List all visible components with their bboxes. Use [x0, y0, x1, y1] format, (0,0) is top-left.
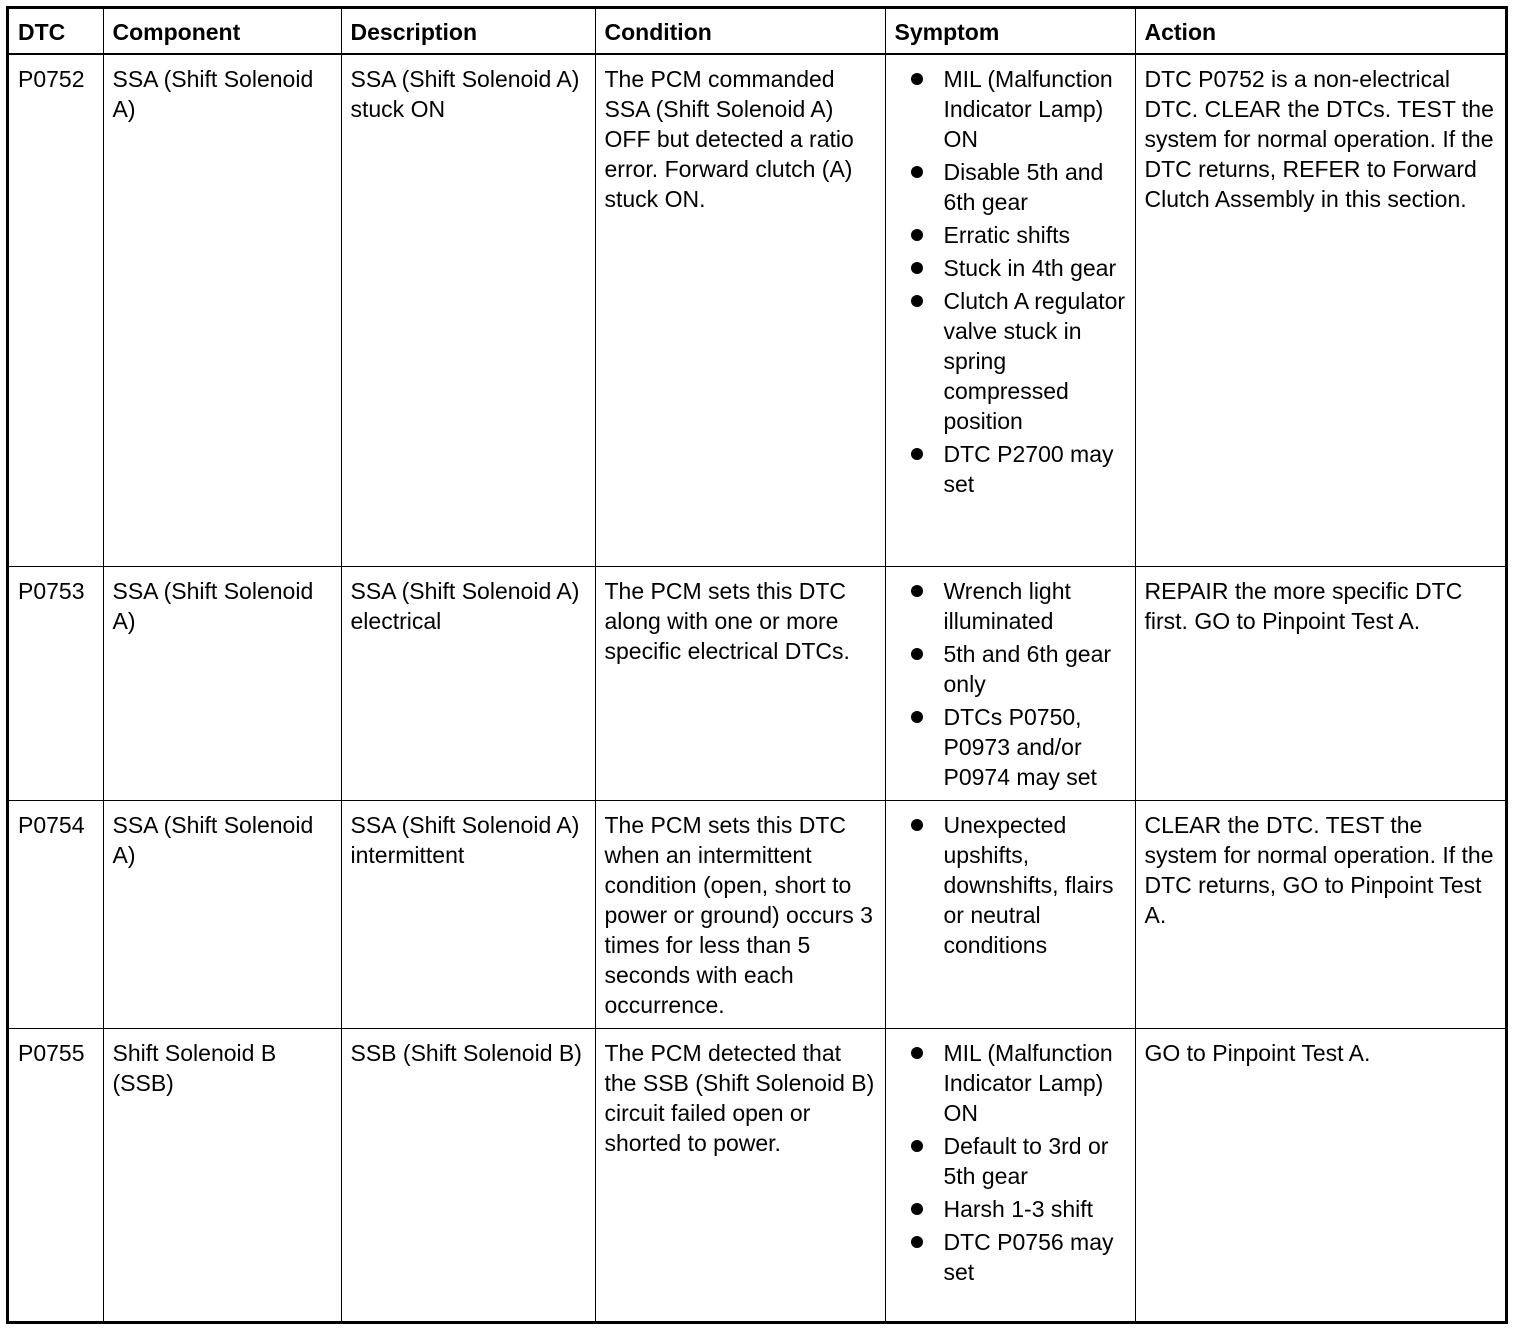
symptom-cell: [885, 1028, 1135, 1321]
symptom-item: [890, 253, 1131, 283]
dtc-table: [9, 9, 1505, 1321]
dtc-table-frame: [6, 6, 1508, 1324]
condition-cell: The PCM detected that the SSB (Shift Solenoid B) circuit failed open or shorted to power.: [595, 1028, 885, 1321]
header-description: Description: [341, 9, 595, 54]
symptom-text: DTCs P0750, P0973 and/or P0974 may set: [943, 703, 1097, 790]
symptom-cell: [885, 566, 1135, 800]
header-action: Action: [1135, 9, 1505, 54]
dtc-cell: P0754: [9, 800, 103, 1028]
symptom-item: [890, 1194, 1131, 1224]
symptom-text: Harsh 1-3 shift: [943, 1195, 1094, 1222]
symptom-item: [890, 286, 1131, 436]
symptom-text: DTC P2700 may set: [943, 441, 1114, 497]
bullet-icon: [911, 1047, 923, 1059]
component-cell: SSA (Shift Solenoid A): [103, 566, 341, 800]
bullet-icon: [911, 1203, 923, 1215]
bullet-icon: [911, 585, 923, 597]
condition-cell: The PCM sets this DTC along with one or more specific electrical DTCs.: [595, 566, 885, 800]
dtc-cell: P0755: [9, 1028, 103, 1321]
bullet-icon: [911, 295, 923, 307]
symptom-item: [890, 1227, 1131, 1287]
symptom-list: [890, 810, 1131, 960]
description-cell: SSA (Shift Solenoid A) electrical: [341, 566, 595, 800]
action-cell: CLEAR the DTC. TEST the system for normal operation. If the DTC returns, GO to Pinpoint Test A.: [1135, 800, 1505, 1028]
symptom-text: Disable 5th and 6th gear: [943, 159, 1104, 215]
symptom-item: [890, 220, 1131, 250]
bullet-icon: [911, 262, 923, 274]
action-cell: DTC P0752 is a non-electrical DTC. CLEAR the DTCs. TEST the system for normal operation. If the DTC returns, REFER to Forward Clutch Assembly in this section.: [1135, 54, 1505, 566]
symptom-text: 5th and 6th gear only: [943, 640, 1112, 697]
condition-cell: The PCM sets this DTC when an intermittent condition (open, short to power or ground) occurs 3 times for less than 5 seconds with each occurrence.: [595, 800, 885, 1028]
bullet-icon: [911, 166, 923, 178]
bullet-icon: [911, 711, 923, 723]
symptom-text: MIL (Malfunction Indicator Lamp) ON: [943, 1039, 1113, 1126]
symptom-list: [890, 576, 1131, 792]
symptom-text: MIL (Malfunction Indicator Lamp) ON: [943, 66, 1113, 152]
header-symptom: Symptom: [885, 9, 1135, 54]
symptom-item: [890, 439, 1131, 499]
bullet-icon: [911, 229, 923, 241]
symptom-list: [890, 64, 1131, 499]
bullet-icon: [911, 1236, 923, 1248]
header-dtc: DTC: [9, 9, 103, 54]
header-condition: Condition: [595, 9, 885, 54]
header-row: [9, 9, 1505, 54]
dtc-cell: P0752: [9, 54, 103, 566]
table-row: [9, 1028, 1505, 1321]
symptom-item: [890, 576, 1131, 636]
condition-cell: The PCM commanded SSA (Shift Solenoid A) OFF but detected a ratio error. Forward clutch (A) stuck ON.: [595, 54, 885, 566]
symptom-item: [890, 157, 1131, 217]
symptom-item: [890, 1038, 1131, 1128]
action-cell: REPAIR the more specific DTC first. GO to Pinpoint Test A.: [1135, 566, 1505, 800]
symptom-text: Unexpected upshifts, downshifts, flairs or neutral conditions: [943, 811, 1114, 958]
table-row: [9, 54, 1505, 566]
bullet-icon: [911, 1140, 923, 1152]
symptom-cell: [885, 54, 1135, 566]
bullet-icon: [911, 448, 923, 460]
bullet-icon: [911, 648, 923, 660]
table-row: [9, 800, 1505, 1028]
symptom-item: [890, 64, 1131, 154]
symptom-text: DTC P0756 may set: [943, 1228, 1114, 1285]
dtc-cell: P0753: [9, 566, 103, 800]
symptom-text: Clutch A regulator valve stuck in spring compressed position: [943, 288, 1126, 434]
symptom-item: [890, 702, 1131, 792]
component-cell: SSA (Shift Solenoid A): [103, 800, 341, 1028]
table-row: [9, 566, 1505, 800]
action-cell: GO to Pinpoint Test A.: [1135, 1028, 1505, 1321]
symptom-text: Stuck in 4th gear: [943, 255, 1117, 281]
description-cell: SSA (Shift Solenoid A) stuck ON: [341, 54, 595, 566]
header-component: Component: [103, 9, 341, 54]
description-cell: SSB (Shift Solenoid B): [341, 1028, 595, 1321]
component-cell: SSA (Shift Solenoid A): [103, 54, 341, 566]
symptom-cell: [885, 800, 1135, 1028]
component-cell: Shift Solenoid B (SSB): [103, 1028, 341, 1321]
description-cell: SSA (Shift Solenoid A) intermittent: [341, 800, 595, 1028]
symptom-list: [890, 1038, 1131, 1287]
symptom-text: Default to 3rd or 5th gear: [943, 1132, 1109, 1189]
symptom-text: Wrench light illuminated: [943, 577, 1071, 634]
symptom-item: [890, 810, 1131, 960]
symptom-item: [890, 1131, 1131, 1191]
symptom-item: [890, 639, 1131, 699]
bullet-icon: [911, 819, 923, 831]
bullet-icon: [911, 73, 923, 85]
symptom-text: Erratic shifts: [943, 222, 1071, 248]
